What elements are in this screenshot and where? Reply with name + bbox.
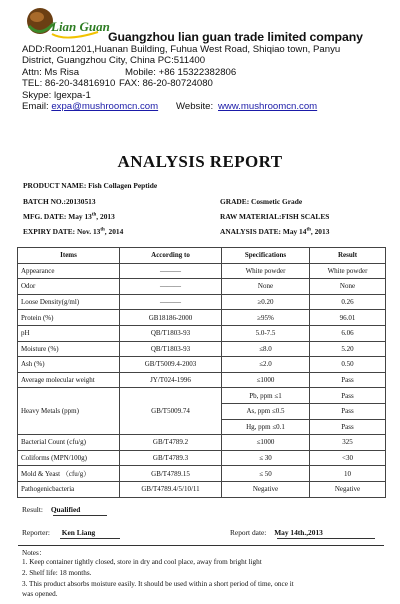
table-header-row <box>18 248 386 264</box>
result-cell: 325 <box>310 435 386 451</box>
according-cell: QB/T1803-93 <box>120 325 222 341</box>
contact-row-email <box>22 101 318 112</box>
result-cell: 0.26 <box>310 294 386 310</box>
analysis-table <box>17 247 386 498</box>
result-label: Result: <box>22 505 43 514</box>
result-value: Qualified <box>50 505 81 514</box>
result-cell: White powder <box>310 263 386 279</box>
item-cell: Protein (%) <box>18 310 120 326</box>
item-cell: Ash (%) <box>18 357 120 373</box>
expiry-date: EXPIRY DATE: Nov. 13th, 2014 <box>23 227 124 236</box>
report-title: ANALYSIS REPORT <box>117 152 283 171</box>
notes-title: Notes： <box>22 549 46 557</box>
website-label: Website: <box>176 101 214 112</box>
spec-cell: ≤ 30 <box>222 450 310 466</box>
spec-cell: ≤ 50 <box>222 466 310 482</box>
result-cell: 5.20 <box>310 341 386 357</box>
item-cell: pH <box>18 325 120 341</box>
attn-text: Attn: Ms Risa <box>22 67 80 78</box>
table-row <box>18 263 386 279</box>
table-row <box>18 357 386 373</box>
according-cell: JY/T024-1996 <box>120 372 222 388</box>
result-cell: None <box>310 279 386 295</box>
result-cell: 0.50 <box>310 357 386 373</box>
table-row <box>18 466 386 482</box>
col-header-according: According to <box>120 248 222 264</box>
email-link[interactable]: expa@mushroomcn.com <box>51 101 159 112</box>
result-cell: Pass <box>310 403 386 419</box>
table-row <box>18 481 386 497</box>
report-date-label: Report date: <box>230 528 267 537</box>
item-cell: Odor <box>18 279 120 295</box>
spec-cell: ≥0.20 <box>222 294 310 310</box>
according-cell: GB/T5009.4-2003 <box>120 357 222 373</box>
spec-cell: None <box>222 279 310 295</box>
spec-cell: ≤8.0 <box>222 341 310 357</box>
spec-cell: As, ppm ≤0.5 <box>222 403 310 419</box>
note-item: 1. Keep container tightly closed, store in dry and cool place, away from bright light <box>22 558 262 566</box>
result-line <box>22 505 80 514</box>
fax-text: FAX: 86-20-80724080 <box>119 78 213 89</box>
mobile-text: Mobile: +86 15322382806 <box>125 67 237 78</box>
email-label: Email: <box>22 101 49 112</box>
col-header-result: Result <box>310 248 386 264</box>
item-cell: Pathogenicbacteria <box>18 481 120 497</box>
table-row <box>18 294 386 310</box>
col-header-specifications: Specifications <box>222 248 310 264</box>
item-cell: Mold & Yeast （cfu/g） <box>18 466 120 482</box>
spec-cell: ≤1000 <box>222 435 310 451</box>
table-row <box>18 372 386 388</box>
table-row <box>18 435 386 451</box>
according-cell: ——— <box>120 294 222 310</box>
spec-cell: Negative <box>222 481 310 497</box>
result-cell: Pass <box>310 372 386 388</box>
address-line-2: District, Guangzhou City, China PC:511400 <box>22 55 206 66</box>
footer-divider <box>18 545 384 546</box>
result-cell: Pass <box>310 388 386 404</box>
table-row <box>18 341 386 357</box>
col-header-items: Items <box>18 248 120 264</box>
table-row <box>18 310 386 326</box>
item-cell: Appearance <box>18 263 120 279</box>
according-cell: GB/T4789.4/5/10/11 <box>120 481 222 497</box>
according-cell: GB18186-2000 <box>120 310 222 326</box>
result-underline <box>53 515 107 516</box>
reporter-value: Ken Liang <box>61 528 96 537</box>
item-cell: Moisture (%) <box>18 341 120 357</box>
address-line-1: ADD:Room1201,Huanan Building, Fuhua West Road, Shiqiao town, Panyu <box>22 44 341 55</box>
spec-cell: ≥95% <box>222 310 310 326</box>
reporter-underline <box>60 538 120 539</box>
batch-no: BATCH NO.:20130513 <box>23 197 96 206</box>
according-cell: GB/T5009.74 <box>120 388 222 435</box>
according-cell: GB/T4789.15 <box>120 466 222 482</box>
product-name: PRODUCT NAME: Fish Collagen Peptide <box>23 181 158 190</box>
according-cell: GB/T4789.3 <box>120 450 222 466</box>
company-name: Guangzhou lian guan trade limited company <box>108 30 363 44</box>
table-row <box>18 279 386 295</box>
report-date-underline <box>277 538 375 539</box>
table-row <box>18 388 386 404</box>
spec-cell: ≤1000 <box>222 372 310 388</box>
item-cell: Heavy Metals (ppm) <box>18 388 120 435</box>
result-cell: <30 <box>310 450 386 466</box>
spec-cell: Hg, ppm ≤0.1 <box>222 419 310 435</box>
item-cell: Loose Density(g/ml) <box>18 294 120 310</box>
contact-row-tel <box>22 78 213 89</box>
according-cell: ——— <box>120 279 222 295</box>
result-cell: 6.06 <box>310 325 386 341</box>
logo-text: Lian Guan <box>51 19 110 34</box>
note-item: 2. Shelf life: 18 months. <box>22 569 92 577</box>
according-cell: ——— <box>120 263 222 279</box>
company-logo <box>26 4 110 42</box>
according-cell: QB/T1803-93 <box>120 341 222 357</box>
item-cell: Bacterial Count (cfu/g) <box>18 435 120 451</box>
reporter-label: Reporter: <box>22 528 50 537</box>
contact-row-attn <box>22 67 237 78</box>
result-cell: Negative <box>310 481 386 497</box>
table-row <box>18 325 386 341</box>
report-date-line <box>230 528 323 537</box>
spec-cell: 5.0-7.5 <box>222 325 310 341</box>
raw-material: RAW MATERIAL:FISH SCALES <box>220 212 330 221</box>
grade: GRADE: Cosmetic Grade <box>220 197 303 206</box>
spec-cell: White powder <box>222 263 310 279</box>
tel-text: TEL: 86-20-34816910 <box>22 78 116 89</box>
spec-cell: ≤2.0 <box>222 357 310 373</box>
result-cell: 10 <box>310 466 386 482</box>
analysis-date: ANALYSIS DATE: May 14th, 2013 <box>220 227 330 236</box>
reporter-line <box>22 528 95 537</box>
spec-cell: Pb, ppm ≤1 <box>222 388 310 404</box>
skype-text: Skype: lgexpa-1 <box>22 90 91 101</box>
website-link[interactable]: www.mushroomcn.com <box>218 101 318 112</box>
note-item: 3. This product absorbs moisture easily. It should be used within a short period of time, once it <box>22 580 294 588</box>
mfg-date: MFG. DATE: May 13th, 2013 <box>23 212 115 221</box>
item-cell: Coliforms (MPN/100g) <box>18 450 120 466</box>
report-date-value: May 14th.,2013 <box>274 528 323 537</box>
according-cell: GB/T4789.2 <box>120 435 222 451</box>
result-cell: Pass <box>310 419 386 435</box>
item-cell: Average molecular weight <box>18 372 120 388</box>
note-item: was opened. <box>22 590 58 598</box>
result-cell: 96.01 <box>310 310 386 326</box>
table-row <box>18 450 386 466</box>
